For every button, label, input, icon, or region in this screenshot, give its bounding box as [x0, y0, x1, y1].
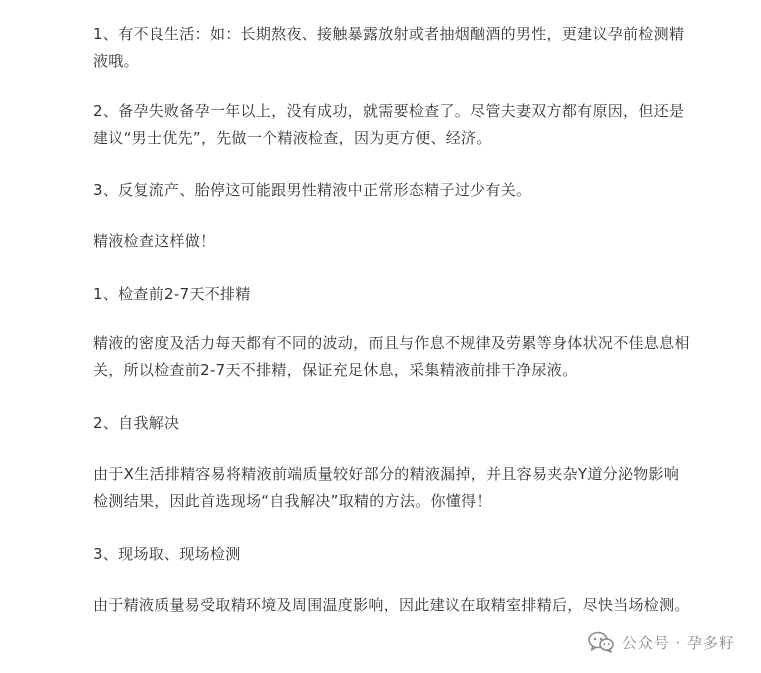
paragraph-abstinence-detail: 精液的密度及活力每天都有不同的波动，而且与作息不规律及劳累等身体状况不佳息息相关，所以检查前2-7天不排精，保证充足休息，采集精液前排干净尿液。 — [93, 334, 690, 379]
step-heading-abstinence: 1、检查前2-7天不排精 — [93, 285, 251, 303]
section-heading-semen-test: 精液检查这样做！ — [93, 232, 216, 250]
paragraph-onsite-detail: 由于精液质量易受取精环境及周围温度影响，因此建议在取精室排精后，尽快当场检测。 — [93, 596, 690, 614]
paragraph-failed-conception: 2、备孕失败备孕一年以上，没有成功，就需要检查了。尽管夫妻双方都有原因，但还是建议“男士优先”，先做一个精液检查，因为更方便、经济。 — [93, 102, 685, 147]
wechat-icon — [588, 631, 614, 653]
step-heading-onsite: 3、现场取、现场检测 — [93, 545, 241, 563]
account-watermark — [588, 631, 735, 653]
paragraph-self-collection-detail: 由于X生活排精容易将精液前端质量较好部分的精液漏掉，并且容易夹杂Y道分泌物影响检测结果，因此首选现场“自我解决”取精的方法。你懂得！ — [93, 465, 680, 510]
paragraph-bad-habits: 1、有不良生活：如：长期熬夜、接触暴露放射或者抽烟酗酒的男性，更建议孕前检测精液哦。 — [93, 25, 685, 70]
watermark-text: 公众号 · 孕多籽 — [621, 633, 735, 652]
paragraph-miscarriage: 3、反复流产、胎停这可能跟男性精液中正常形态精子过少有关。 — [93, 181, 532, 199]
step-heading-self-collection: 2、自我解决 — [93, 414, 180, 432]
